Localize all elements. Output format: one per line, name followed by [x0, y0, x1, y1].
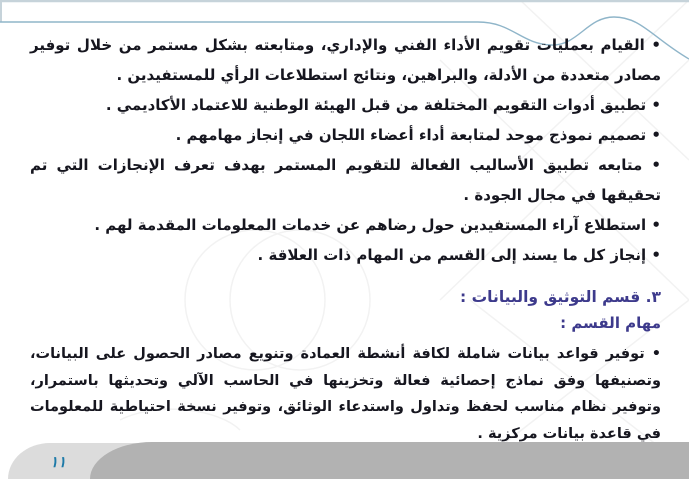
- bullet-item: • تصميم نموذج موحد لمتابعة أداء أعضاء اللجان في إنجاز مهامهم .: [175, 126, 661, 144]
- bullet-item: • إنجاز كل ما يسند إلى القسم من المهام ذات العلاقة .: [257, 246, 661, 264]
- bullet-item: • تطبيق أدوات التقويم المختلفة من قبل الهيئة الوطنية للاعتماد الأكاديمي .: [105, 96, 661, 114]
- bullet-item: • متابعه تطبيق الأساليب الفعالة للتقويم المستمر بهدف تعرف الإنجازات التي تم تحقيقها في مجال الجودة .: [30, 156, 661, 204]
- bullet-item: • توفير قواعد بيانات شاملة لكافة أنشطة العمادة وتنويع مصادر الحصول على البيانات، وتصنيفها وفق نماذج إحصائية فعالة وتخزينها في الحاسب الآلي وتحديثها باستمرار، وتوفير نظام مناسب لحفظ وتداول واستدعاء الوثائق، وتوفير نسخة احتياطية للمعلومات في قاعدة بيانات مركزية .: [30, 346, 661, 442]
- bullet-item: • القيام بعمليات تقويم الأداء الفني والإداري، ومتابعته بشكل مستمر من خلال توفير مصادر متعددة من الأدلة، والبراهين، ونتائج استطلاعات الرأي للمستفيدين .: [30, 36, 661, 84]
- bullet-item: • استطلاع آراء المستفيدين حول رضاهم عن خدمات المعلومات المقدمة لهم .: [94, 216, 661, 234]
- page-content: [30, 30, 661, 447]
- section-bullet-list: [30, 341, 661, 447]
- section-heading: ٣. قسم التوثيق والبيانات :: [460, 288, 661, 306]
- section-subheading: مهام القسم :: [560, 314, 661, 332]
- page-number: ١١: [50, 453, 67, 471]
- task-bullet-list: [30, 30, 661, 270]
- footer-shape-dark: [90, 442, 689, 479]
